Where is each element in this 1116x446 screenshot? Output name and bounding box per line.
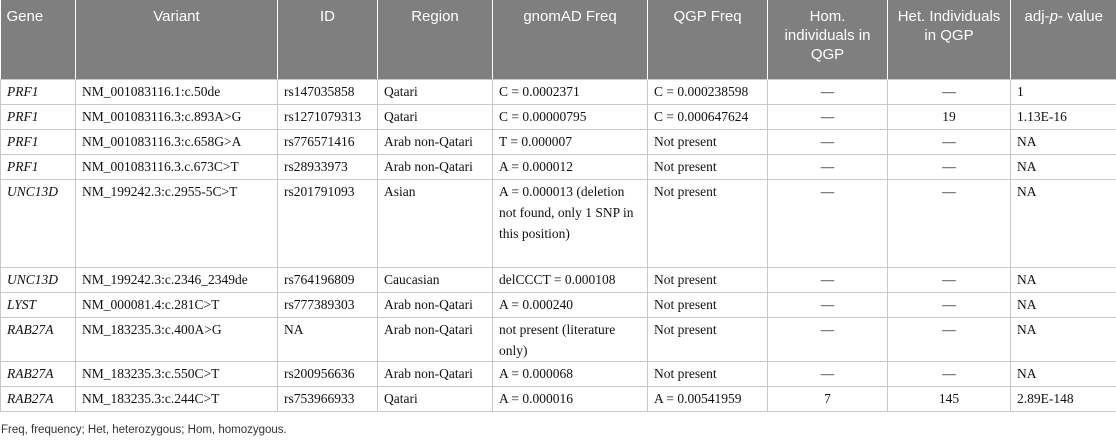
cell-variant: NM_199242.3:c.2955-5C>T — [76, 179, 278, 267]
table-row — [1, 292, 1116, 317]
cell-gnomad-freq: C = 0.0002371 — [493, 79, 648, 104]
cell-region: Arab non-Qatari — [378, 317, 493, 361]
cell-hom-individuals: — — [768, 267, 888, 292]
cell-id: rs753966933 — [278, 386, 378, 411]
cell-gnomad-freq: delCCCT = 0.000108 — [493, 267, 648, 292]
cell-region: Arab non-Qatari — [378, 129, 493, 154]
cell-gnomad-freq: T = 0.000007 — [493, 129, 648, 154]
cell-adj-p-value: 2.89E-148 — [1011, 386, 1116, 411]
cell-hom-individuals: 7 — [768, 386, 888, 411]
header-het-individuals: Het. Individuals in QGP — [888, 0, 1011, 79]
cell-qgp-freq: Not present — [648, 317, 768, 361]
cell-adj-p-value: NA — [1011, 129, 1116, 154]
cell-id: rs201791093 — [278, 179, 378, 267]
cell-variant: NM_183235.3:c.244C>T — [76, 386, 278, 411]
cell-region: Qatari — [378, 79, 493, 104]
cell-id: rs776571416 — [278, 129, 378, 154]
cell-het-individuals: — — [888, 317, 1011, 361]
cell-het-individuals: — — [888, 179, 1011, 267]
cell-adj-p-value: 1 — [1011, 79, 1116, 104]
cell-adj-p-value: NA — [1011, 292, 1116, 317]
cell-region: Arab non-Qatari — [378, 361, 493, 386]
cell-het-individuals: 19 — [888, 104, 1011, 129]
cell-id: rs28933973 — [278, 154, 378, 179]
header-adj-p-suffix: - value — [1057, 8, 1103, 25]
cell-region: Arab non-Qatari — [378, 292, 493, 317]
cell-id: NA — [278, 317, 378, 361]
cell-qgp-freq: Not present — [648, 154, 768, 179]
cell-gnomad-freq: C = 0.00000795 — [493, 104, 648, 129]
table-row — [1, 129, 1116, 154]
cell-region: Qatari — [378, 104, 493, 129]
table-row — [1, 104, 1116, 129]
table-row — [1, 154, 1116, 179]
cell-variant: NM_001083116.3:c.893A>G — [76, 104, 278, 129]
cell-adj-p-value: NA — [1011, 179, 1116, 267]
cell-qgp-freq: Not present — [648, 179, 768, 267]
cell-variant: NM_001083116.3.c.673C>T — [76, 154, 278, 179]
header-id: ID — [278, 0, 378, 79]
cell-id: rs777389303 — [278, 292, 378, 317]
table-row — [1, 267, 1116, 292]
cell-gene: UNC13D — [1, 179, 76, 267]
cell-id: rs1271079313 — [278, 104, 378, 129]
cell-adj-p-value: NA — [1011, 317, 1116, 361]
cell-het-individuals: — — [888, 154, 1011, 179]
cell-gene: LYST — [1, 292, 76, 317]
cell-region: Asian — [378, 179, 493, 267]
cell-adj-p-value: NA — [1011, 267, 1116, 292]
header-adj-p-prefix: adj- — [1024, 8, 1050, 25]
cell-adj-p-value: 1.13E-16 — [1011, 104, 1116, 129]
table-row — [1, 361, 1116, 386]
header-qgp-freq: QGP Freq — [648, 0, 768, 79]
cell-gnomad-freq: A = 0.000068 — [493, 361, 648, 386]
header-row — [1, 0, 1116, 79]
cell-gnomad-freq: A = 0.000016 — [493, 386, 648, 411]
cell-gnomad-freq: A = 0.000012 — [493, 154, 648, 179]
cell-qgp-freq: Not present — [648, 129, 768, 154]
cell-region: Arab non-Qatari — [378, 154, 493, 179]
table-row — [1, 317, 1116, 361]
cell-variant: NM_183235.3:c.550C>T — [76, 361, 278, 386]
cell-hom-individuals: — — [768, 104, 888, 129]
cell-gene: PRF1 — [1, 104, 76, 129]
cell-hom-individuals: — — [768, 361, 888, 386]
cell-variant: NM_199242.3:c.2346_2349de — [76, 267, 278, 292]
cell-qgp-freq: C = 0.000647624 — [648, 104, 768, 129]
cell-gnomad-freq: A = 0.000240 — [493, 292, 648, 317]
cell-gene: RAB27A — [1, 317, 76, 361]
cell-variant: NM_183235.3:c.400A>G — [76, 317, 278, 361]
header-variant: Variant — [76, 0, 278, 79]
cell-gnomad-freq: not present (literature only) — [493, 317, 648, 361]
cell-het-individuals: — — [888, 292, 1011, 317]
header-region: Region — [378, 0, 493, 79]
cell-qgp-freq: C = 0.000238598 — [648, 79, 768, 104]
cell-het-individuals: 145 — [888, 386, 1011, 411]
cell-qgp-freq: Not present — [648, 361, 768, 386]
table-row — [1, 386, 1116, 411]
header-gene: Gene — [1, 0, 76, 79]
cell-id: rs147035858 — [278, 79, 378, 104]
cell-hom-individuals: — — [768, 154, 888, 179]
cell-adj-p-value: NA — [1011, 154, 1116, 179]
cell-het-individuals: — — [888, 79, 1011, 104]
cell-region: Qatari — [378, 386, 493, 411]
cell-hom-individuals: — — [768, 179, 888, 267]
cell-hom-individuals: — — [768, 79, 888, 104]
cell-gnomad-freq: A = 0.000013 (deletion not found, only 1 SNP in this position) — [493, 179, 648, 267]
cell-id: rs764196809 — [278, 267, 378, 292]
cell-adj-p-value: NA — [1011, 361, 1116, 386]
cell-region: Caucasian — [378, 267, 493, 292]
header-gnomad-freq: gnomAD Freq — [493, 0, 648, 79]
cell-id: rs200956636 — [278, 361, 378, 386]
cell-variant: NM_001083116.3:c.658G>A — [76, 129, 278, 154]
cell-gene: RAB27A — [1, 361, 76, 386]
cell-gene: PRF1 — [1, 129, 76, 154]
cell-het-individuals: — — [888, 361, 1011, 386]
cell-variant: NM_001083116.1:c.50de — [76, 79, 278, 104]
cell-qgp-freq: Not present — [648, 267, 768, 292]
cell-gene: PRF1 — [1, 79, 76, 104]
cell-het-individuals: — — [888, 267, 1011, 292]
header-hom-individuals: Hom. individuals in QGP — [768, 0, 888, 79]
cell-hom-individuals: — — [768, 292, 888, 317]
cell-qgp-freq: Not present — [648, 292, 768, 317]
cell-variant: NM_000081.4:c.281C>T — [76, 292, 278, 317]
cell-gene: UNC13D — [1, 267, 76, 292]
cell-qgp-freq: A = 0.00541959 — [648, 386, 768, 411]
header-adj-p-italic: p — [1049, 8, 1058, 25]
table-row — [1, 179, 1116, 267]
cell-gene: PRF1 — [1, 154, 76, 179]
cell-het-individuals: — — [888, 129, 1011, 154]
cell-gene: RAB27A — [1, 386, 76, 411]
header-adj-p-value — [1011, 0, 1116, 79]
cell-hom-individuals: — — [768, 317, 888, 361]
table-row — [1, 79, 1116, 104]
table-footnote: Freq, frequency; Het, heterozygous; Hom, homozygous. — [1, 424, 287, 436]
cell-hom-individuals: — — [768, 129, 888, 154]
